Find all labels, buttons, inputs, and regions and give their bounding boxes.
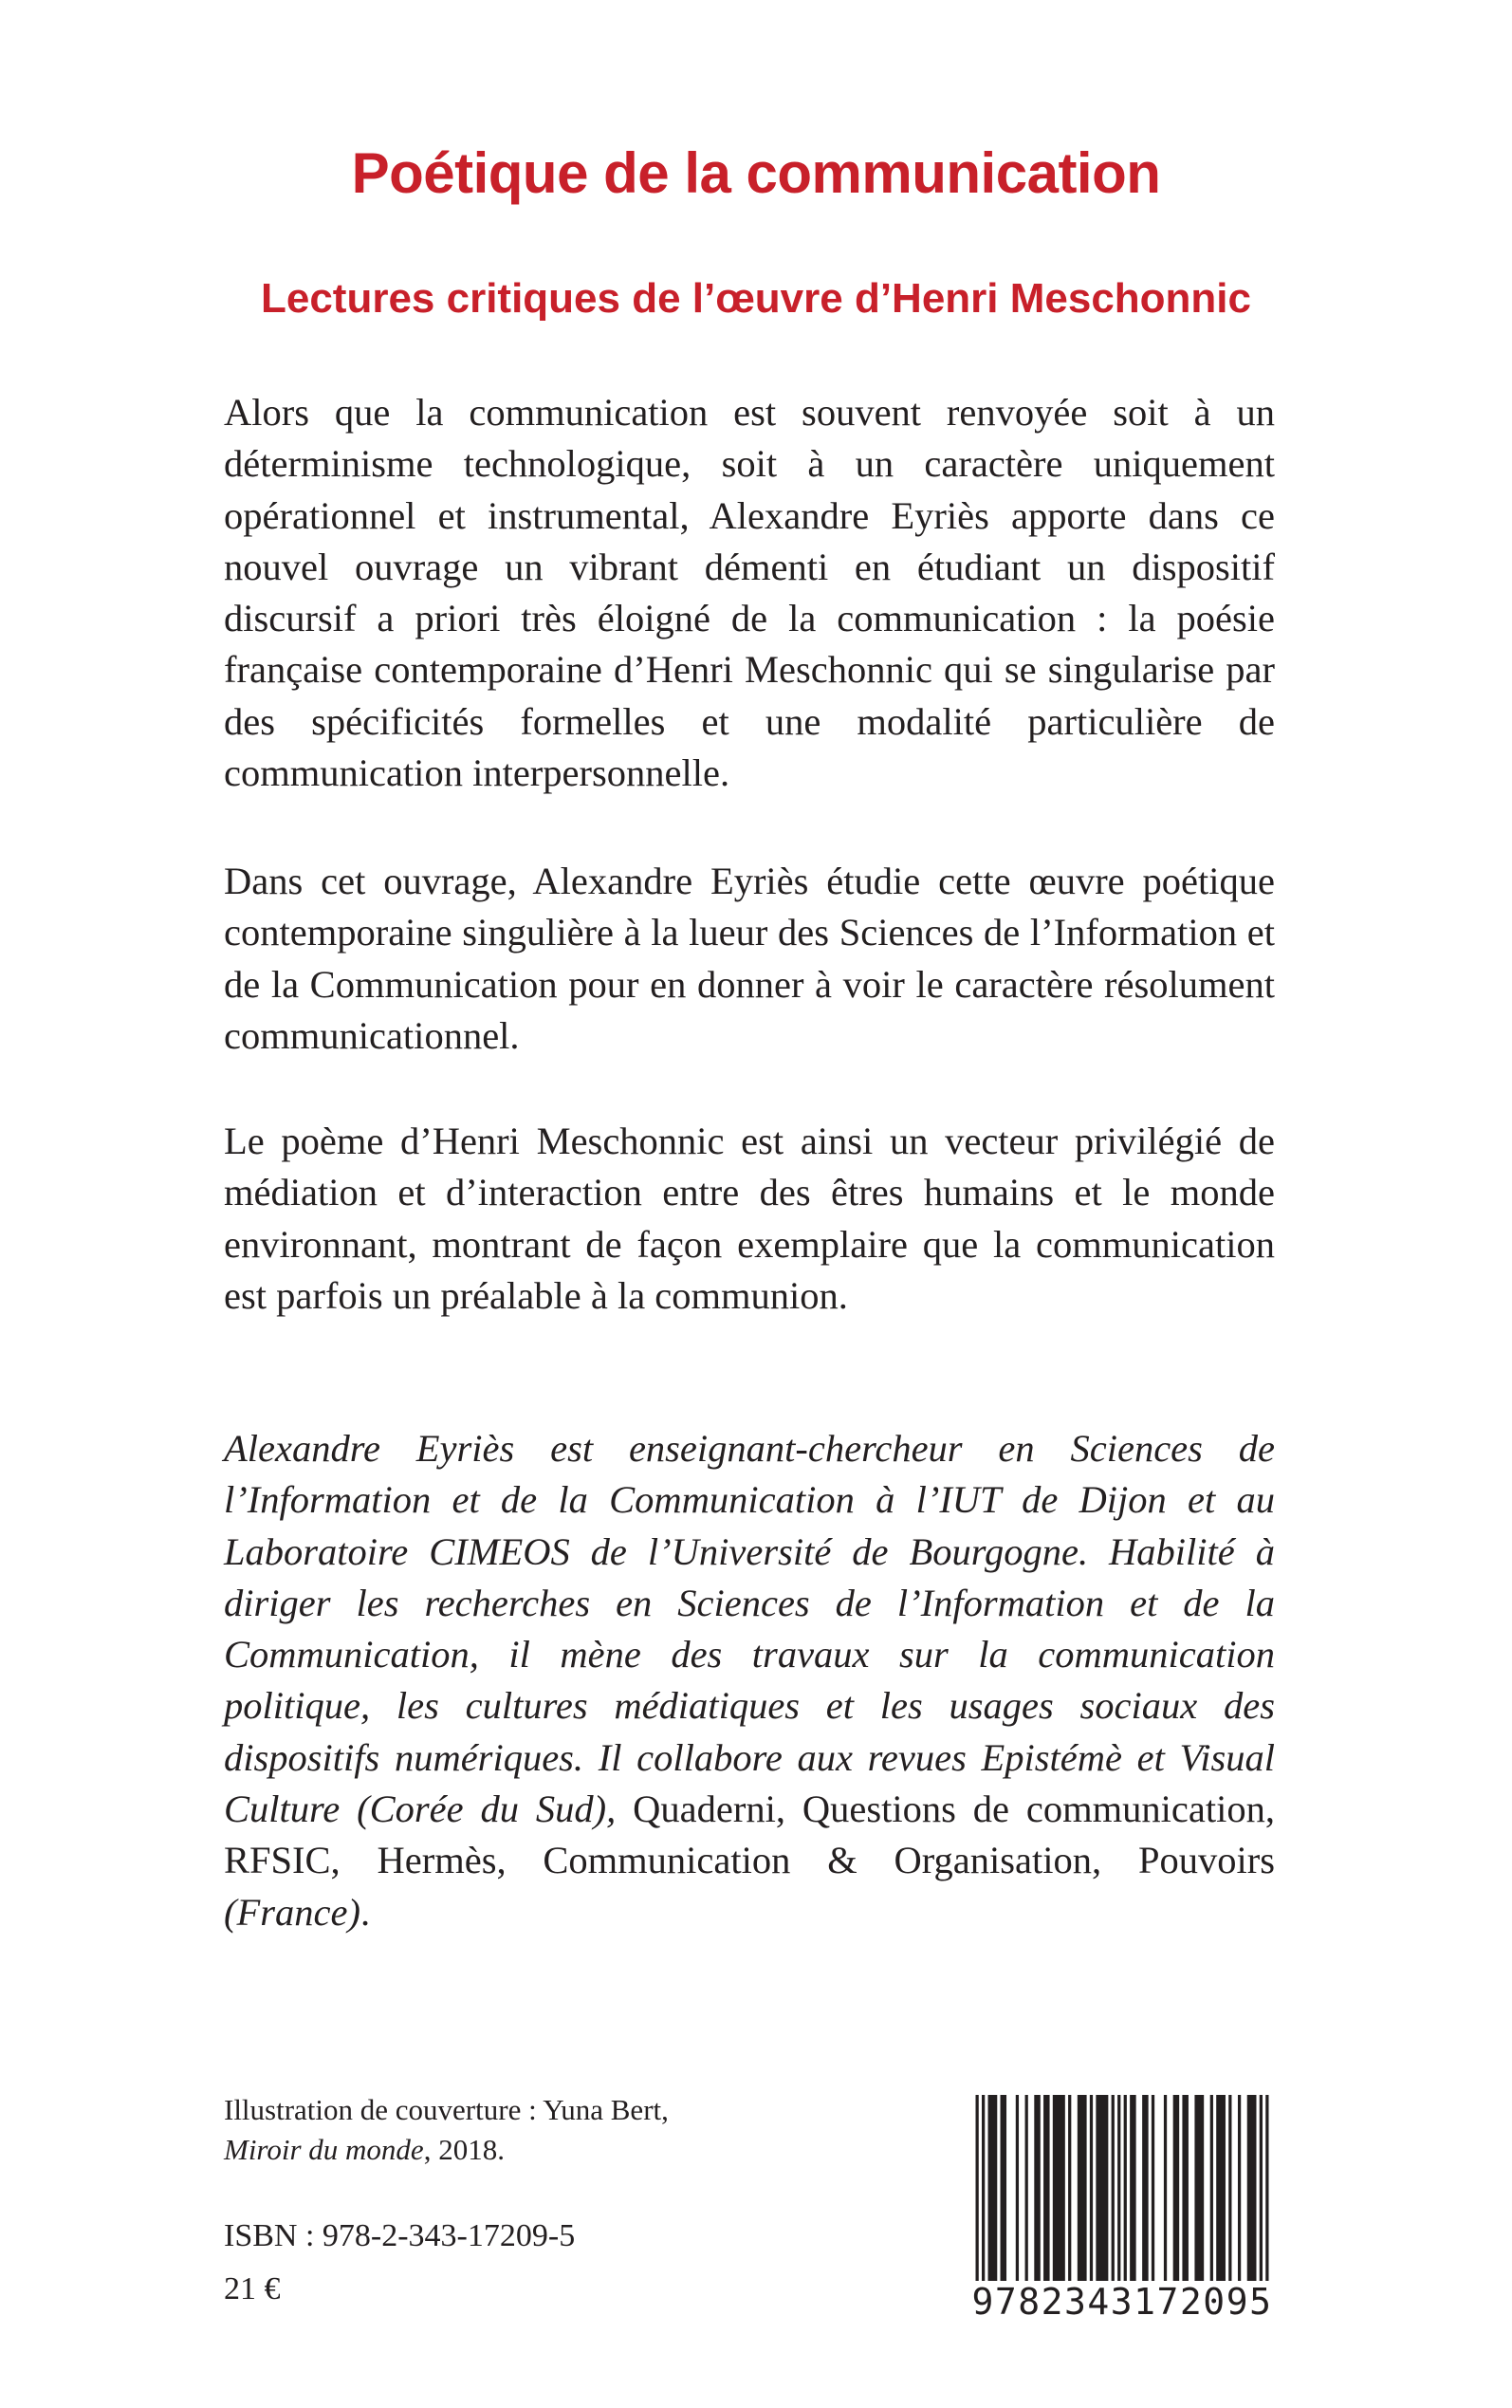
- barcode-bar: [1164, 2095, 1167, 2281]
- barcode: [969, 2095, 1275, 2325]
- barcode-bar: [1210, 2095, 1213, 2281]
- barcode-bar: [1238, 2095, 1241, 2281]
- barcode-bar: [1130, 2095, 1136, 2281]
- blurb-paragraph-2: Dans cet ouvrage, Alexandre Eyriès étudie cette œuvre poétique contemporaine singulière à la lueur des Sciences de l’Information et de la Communication pour en donner à voir le caractère résolument communicationnel.: [224, 860, 1275, 1057]
- barcode-bar: [988, 2095, 998, 2281]
- barcode-bar: [1247, 2095, 1257, 2281]
- cover-credit-work-rest: , 2018.: [423, 2133, 505, 2166]
- barcode-bar: [1152, 2095, 1154, 2281]
- barcode-bar: [982, 2095, 985, 2281]
- barcode-bar: [1112, 2095, 1115, 2281]
- barcode-number: 9782343172095: [971, 2281, 1273, 2323]
- author-bio-end: .: [360, 1890, 371, 1934]
- barcode-bar: [1078, 2095, 1087, 2281]
- barcode-bar: [1001, 2095, 1007, 2281]
- barcode-bar: [1216, 2095, 1226, 2281]
- author-bio-journals: Quaderni, Questions de communication, RFSIC, Hermès, Communication & Organisation, Pouvoirs: [224, 1787, 1275, 1882]
- isbn: ISBN : 978-2-343-17209-5: [224, 2218, 576, 2253]
- author-bio-italic-2: (France): [224, 1890, 360, 1934]
- barcode-bar: [1117, 2095, 1120, 2281]
- barcode-bar: [1260, 2095, 1263, 2281]
- barcode-bar: [1053, 2095, 1065, 2281]
- book-subtitle: Lectures critiques de l’œuvre d’Henri Meschonnic: [260, 275, 1252, 322]
- barcode-bar: [1194, 2095, 1204, 2281]
- blurb-paragraph-3: Le poème d’Henri Meschonnic est ainsi un vecteur privilégié de médiation et d’interaction entre des êtres humains et le monde environnant, montrant de façon exemplaire que la communication est parfois un préalable à la communion.: [224, 1120, 1275, 1317]
- barcode-bar: [1043, 2095, 1050, 2281]
- author-bio-italic-1: Alexandre Eyriès est enseignant-chercheur en Sciences de l’Information et de la Communication à l’IUT de Dijon et au Laboratoire CIMEOS de l’Université de Bourgogne. Habilité à diriger les recherches en Sciences de l’Information et de la Communication, il mène des travaux sur la communication politique, les cultures médiatiques et les usages sociaux des dispositifs numériques. Il collabore aux revues Epistémè et Visual Culture (Corée du Sud),: [224, 1427, 1275, 1831]
- barcode-bar: [1034, 2095, 1041, 2281]
- barcode-bar: [976, 2095, 979, 2281]
- cover-credit: [224, 2090, 812, 2170]
- cover-credit-work-title: Miroir du monde: [224, 2133, 424, 2166]
- barcode-bar: [1068, 2095, 1071, 2281]
- barcode-bar: [1182, 2095, 1189, 2281]
- barcode-bars: [969, 2095, 1275, 2285]
- barcode-bar: [1090, 2095, 1093, 2281]
- barcode-bar: [1124, 2095, 1127, 2281]
- price: 21 €: [224, 2271, 281, 2306]
- barcode-bar: [1228, 2095, 1231, 2281]
- barcode-bar: [1142, 2095, 1149, 2281]
- barcode-bar: [1016, 2095, 1019, 2281]
- blurb-paragraph-1: Alors que la communication est souvent renvoyée soit à un déterminisme technologique, soit à un caractère uniquement opérationnel et instrumental, Alexandre Eyriès apporte dans ce nouvel ouvrage un vibrant démenti en étudiant un dispositif discursif a priori très éloigné de la communication : la poésie française contemporaine d’Henri Meschonnic qui se singularise par des spécificités formelles et une modalité particulière de communication interpersonnelle.: [224, 391, 1275, 795]
- barcode-bar: [1173, 2095, 1180, 2281]
- book-title: Poétique de la communication: [351, 141, 1161, 205]
- cover-credit-line1: Illustration de couverture : Yuna Bert,: [224, 2093, 669, 2126]
- barcode-bar: [1096, 2095, 1108, 2281]
- barcode-bar: [1025, 2095, 1028, 2281]
- barcode-bar: [1265, 2095, 1268, 2281]
- author-bio: [224, 1423, 1275, 1938]
